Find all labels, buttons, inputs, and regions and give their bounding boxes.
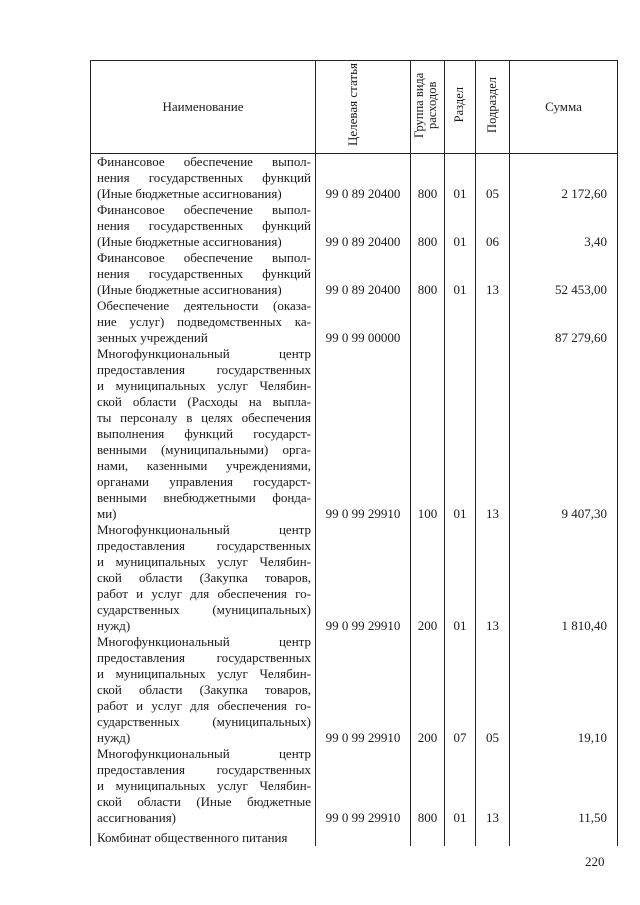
row-name-line: Финансовое обеспечение выпол- bbox=[97, 202, 311, 217]
row-name-line: нужд) bbox=[97, 618, 131, 633]
row-name-line: ской области (Закупка товаров, bbox=[97, 570, 311, 585]
row-name bbox=[91, 746, 316, 826]
row-name-line: ние услуг) подведомственных ка- bbox=[97, 314, 311, 329]
header-name: Наименование bbox=[91, 61, 316, 154]
row-subsection: 05 bbox=[476, 154, 510, 203]
row-group: 200 bbox=[411, 634, 445, 746]
row-name-line: Многофункциональный центр bbox=[97, 746, 311, 761]
header-group: Группа вида расходов bbox=[411, 61, 445, 154]
row-name-line: нения государственных функций bbox=[97, 218, 311, 233]
empty-cell bbox=[510, 826, 618, 846]
row-name-line: нения государственных функций bbox=[97, 266, 311, 281]
budget-table bbox=[90, 60, 618, 846]
row-name-line: органами управления государст- bbox=[97, 474, 311, 489]
row-name-line: сударственных (муниципальных) bbox=[97, 602, 311, 617]
row-subsection: 13 bbox=[476, 346, 510, 522]
table-row bbox=[91, 202, 618, 250]
row-subsection: 13 bbox=[476, 250, 510, 298]
row-sum: 11,50 bbox=[510, 746, 618, 826]
row-name-line: ми) bbox=[97, 506, 117, 521]
table-header-row bbox=[91, 61, 618, 154]
row-name-line: выполнения функций государст- bbox=[97, 426, 311, 441]
row-target: 99 0 99 29910 bbox=[316, 346, 411, 522]
row-target: 99 0 89 20400 bbox=[316, 154, 411, 203]
row-target: 99 0 89 20400 bbox=[316, 202, 411, 250]
row-name-line: Многофункциональный центр bbox=[97, 346, 311, 361]
row-name-line: нужд) bbox=[97, 730, 131, 745]
row-name bbox=[91, 346, 316, 522]
header-target: Целевая статья bbox=[316, 61, 411, 154]
row-name bbox=[91, 522, 316, 634]
row-name-line: Финансовое обеспечение выпол- bbox=[97, 154, 311, 169]
row-name-line: сударственных (муниципальных) bbox=[97, 714, 311, 729]
row-sum: 19,10 bbox=[510, 634, 618, 746]
row-target: 99 0 99 29910 bbox=[316, 746, 411, 826]
row-name-line: (Иные бюджетные ассигнования) bbox=[97, 282, 282, 297]
empty-cell bbox=[316, 826, 411, 846]
row-section: 07 bbox=[445, 634, 476, 746]
row-name bbox=[91, 202, 316, 250]
row-name bbox=[91, 634, 316, 746]
header-subsection: Подраздел bbox=[476, 61, 510, 154]
row-subsection: 13 bbox=[476, 522, 510, 634]
row-name-line: Многофункциональный центр bbox=[97, 522, 311, 537]
table-row bbox=[91, 746, 618, 826]
row-name bbox=[91, 154, 316, 203]
row-name-line: и муниципальных услуг Челябин- bbox=[97, 554, 311, 569]
table-row bbox=[91, 154, 618, 203]
row-name-line: ской области (Расходы на выпла- bbox=[97, 394, 311, 409]
row-sum: 52 453,00 bbox=[510, 250, 618, 298]
row-section: 01 bbox=[445, 202, 476, 250]
row-name-line: и муниципальных услуг Челябин- bbox=[97, 378, 311, 393]
row-group: 800 bbox=[411, 250, 445, 298]
row-group: 200 bbox=[411, 522, 445, 634]
row-name-line: нения государственных функций bbox=[97, 170, 311, 185]
row-name-line: предоставления государственных bbox=[97, 362, 311, 377]
row-group: 800 bbox=[411, 202, 445, 250]
row-name-line: Многофункциональный центр bbox=[97, 634, 311, 649]
row-sum: 2 172,60 bbox=[510, 154, 618, 203]
row-name-line: венными внебюджетными фонда- bbox=[97, 490, 311, 505]
row-sum: 1 810,40 bbox=[510, 522, 618, 634]
row-name-line: нами, казенными учреждениями, bbox=[97, 458, 311, 473]
table-row bbox=[91, 522, 618, 634]
row-name-line: Обеспечение деятельности (оказа- bbox=[97, 298, 311, 313]
page-number: 220 bbox=[585, 854, 605, 869]
empty-cell bbox=[411, 826, 445, 846]
row-group: 800 bbox=[411, 154, 445, 203]
row-sum: 3,40 bbox=[510, 202, 618, 250]
row-name-line: и муниципальных услуг Челябин- bbox=[97, 778, 311, 793]
header-section: Раздел bbox=[445, 61, 476, 154]
row-target: 99 0 99 00000 bbox=[316, 298, 411, 346]
row-target: 99 0 99 29910 bbox=[316, 522, 411, 634]
table-row bbox=[91, 298, 618, 346]
row-name-line: зенных учреждений bbox=[97, 330, 208, 345]
table-row bbox=[91, 346, 618, 522]
row-name-line: и муниципальных услуг Челябин- bbox=[97, 666, 311, 681]
row-name: Комбинат общественного питания bbox=[91, 826, 316, 846]
row-name-line: ты персоналу в целях обеспечения bbox=[97, 410, 311, 425]
row-sum: 9 407,30 bbox=[510, 346, 618, 522]
row-name-line: ской области (Закупка товаров, bbox=[97, 682, 311, 697]
row-name bbox=[91, 298, 316, 346]
row-section: 01 bbox=[445, 522, 476, 634]
row-subsection bbox=[476, 298, 510, 346]
row-subsection: 13 bbox=[476, 746, 510, 826]
row-name-line: предоставления государственных bbox=[97, 762, 311, 777]
table-row bbox=[91, 826, 618, 846]
row-section: 01 bbox=[445, 250, 476, 298]
row-group: 100 bbox=[411, 346, 445, 522]
table-row bbox=[91, 634, 618, 746]
table-row bbox=[91, 250, 618, 298]
row-target: 99 0 99 29910 bbox=[316, 634, 411, 746]
row-name-line: работ и услуг для обеспечения го- bbox=[97, 586, 311, 601]
header-sum: Сумма bbox=[510, 61, 618, 154]
row-group bbox=[411, 298, 445, 346]
row-name-line: (Иные бюджетные ассигнования) bbox=[97, 234, 282, 249]
row-subsection: 05 bbox=[476, 634, 510, 746]
row-section bbox=[445, 298, 476, 346]
row-group: 800 bbox=[411, 746, 445, 826]
empty-cell bbox=[445, 826, 476, 846]
row-name bbox=[91, 250, 316, 298]
row-target: 99 0 89 20400 bbox=[316, 250, 411, 298]
row-name-line: (Иные бюджетные ассигнования) bbox=[97, 186, 282, 201]
row-section: 01 bbox=[445, 154, 476, 203]
row-name-line: предоставления государственных bbox=[97, 538, 311, 553]
row-section: 01 bbox=[445, 746, 476, 826]
row-sum: 87 279,60 bbox=[510, 298, 618, 346]
row-name-line: ассигнования) bbox=[97, 810, 177, 825]
row-name-line: ской области (Иные бюджетные bbox=[97, 794, 311, 809]
row-subsection: 06 bbox=[476, 202, 510, 250]
row-name-line: предоставления государственных bbox=[97, 650, 311, 665]
row-name-line: работ и услуг для обеспечения го- bbox=[97, 698, 311, 713]
row-section: 01 bbox=[445, 346, 476, 522]
row-name-line: венными (муниципальными) орга- bbox=[97, 442, 311, 457]
row-name-line: Финансовое обеспечение выпол- bbox=[97, 250, 311, 265]
empty-cell bbox=[476, 826, 510, 846]
